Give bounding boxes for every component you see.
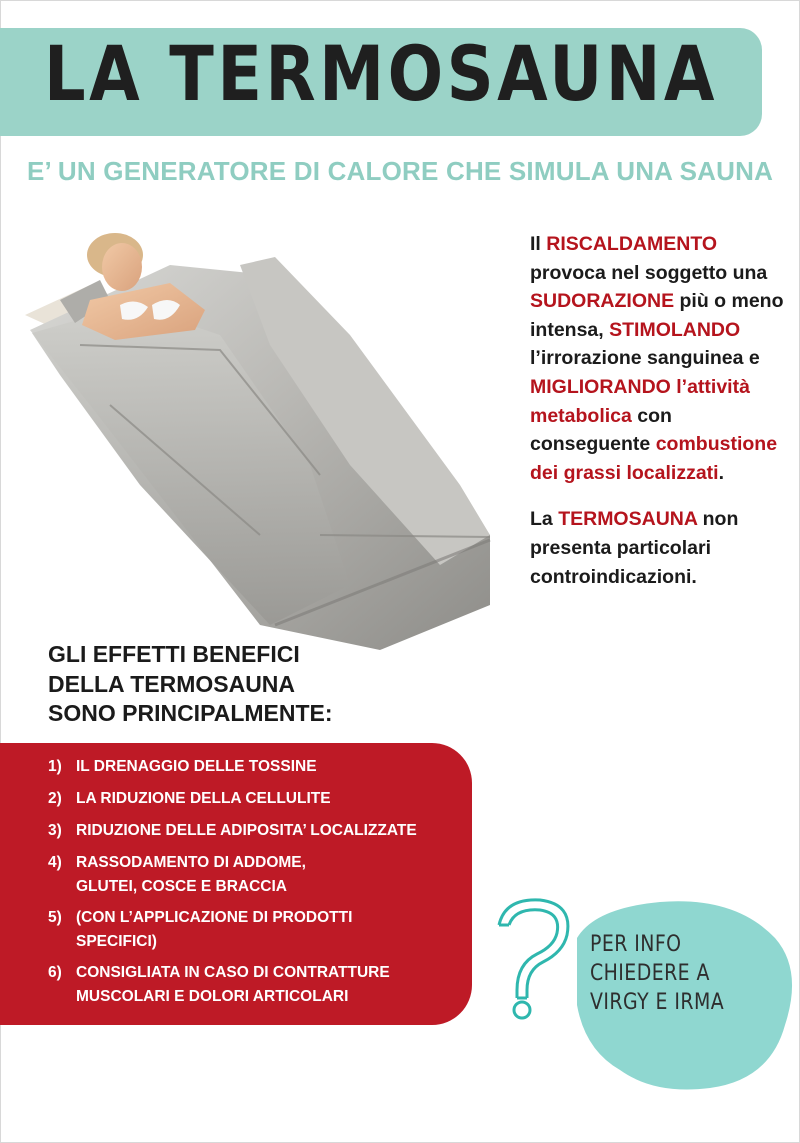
info-text	[590, 930, 728, 1017]
benefit-text: IL DRENAGGIO DELLE TOSSINE	[76, 758, 317, 775]
benefit-item	[48, 819, 458, 843]
body-text: più o meno intensa,	[530, 290, 784, 341]
highlight-text: SUDORAZIONE	[530, 290, 675, 313]
highlight-text: MIGLIORANDO	[530, 375, 671, 398]
benefit-text: SPECIFICI)	[76, 933, 157, 950]
body-text: con conseguente	[530, 404, 672, 456]
body-text: La	[530, 508, 559, 531]
benefit-item	[48, 755, 458, 779]
benefit-text: MUSCOLARI E DOLORI ARTICOLARI	[76, 988, 349, 1005]
benefit-item	[48, 851, 458, 899]
benefits-heading-line: DELLA TERMOSAUNA	[48, 670, 296, 697]
description-paragraph-2	[530, 505, 792, 591]
body-text: provoca nel soggetto una	[530, 261, 768, 284]
description	[530, 230, 792, 591]
benefit-number: 4)	[48, 854, 62, 871]
info-line: VIRGY E IRMA	[590, 990, 725, 1015]
benefit-number: 5)	[48, 909, 62, 926]
highlight-text: combustione dei grassi localizzati	[530, 433, 778, 484]
benefit-number: 2)	[48, 790, 62, 807]
page-title: LA TERMOSAUNA	[44, 29, 718, 118]
benefit-number: 6)	[48, 964, 62, 981]
benefit-item	[48, 787, 458, 811]
question-mark-icon	[499, 900, 568, 1018]
body-text: l’irrorazione sanguinea e	[530, 347, 760, 370]
benefits-heading-line: GLI EFFETTI BENEFICI	[48, 641, 300, 667]
highlight-text: RISCALDAMENTO	[546, 233, 718, 255]
benefit-text: RIDUZIONE DELLE ADIPOSITA’ LOCALIZZATE	[76, 822, 417, 839]
thermal-blanket-illustration	[20, 205, 520, 655]
body-text: non presenta particolari controindicazioni.	[530, 508, 739, 588]
subtitle: E’ UN GENERATORE DI CALORE CHE SIMULA UNA SAUNA	[26, 156, 774, 186]
benefits-heading	[48, 640, 468, 729]
info-line: PER INFO	[590, 932, 682, 957]
benefit-item	[48, 906, 458, 954]
body-text: Il	[530, 233, 547, 255]
info-line: CHIEDERE A	[590, 961, 710, 986]
benefit-text: RASSODAMENTO DI ADDOME,	[76, 854, 306, 871]
benefit-item	[48, 961, 458, 1009]
benefits-heading-line: SONO PRINCIPALMENTE:	[48, 700, 333, 726]
benefit-text: GLUTEI, COSCE E BRACCIA	[76, 878, 287, 895]
benefit-text: LA RIDUZIONE DELLA CELLULITE	[76, 790, 331, 807]
benefit-text: CONSIGLIATA IN CASO DI CONTRATTURE	[76, 964, 390, 981]
benefit-text: (CON L’APPLICAZIONE DI PRODOTTI	[76, 909, 353, 926]
body-text: .	[718, 461, 724, 484]
description-paragraph-1	[530, 230, 792, 487]
highlight-text: l’attività metabolica	[530, 375, 750, 427]
benefit-number: 1)	[48, 758, 62, 775]
highlight-text: STIMOLANDO	[609, 318, 741, 341]
highlight-text: TERMOSAUNA	[558, 508, 698, 531]
benefit-number: 3)	[48, 822, 62, 839]
